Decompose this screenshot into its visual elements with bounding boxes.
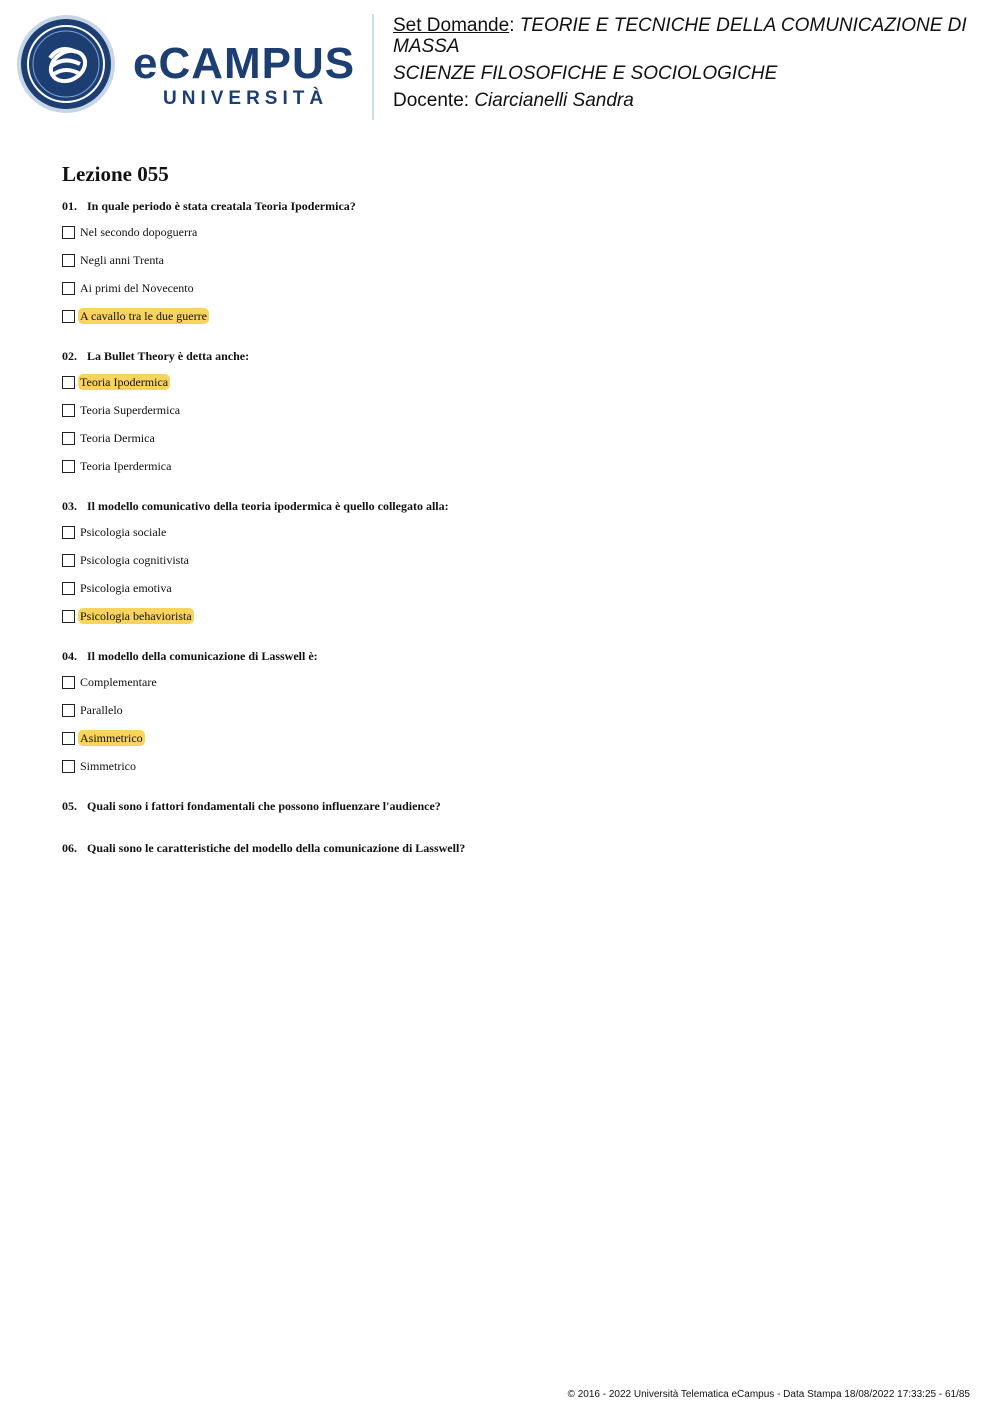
question-label: In quale periodo è stata creatala Teoria Ipodermica? [87, 199, 356, 213]
answer-option[interactable] [62, 607, 962, 625]
question-number: 04. [62, 649, 77, 663]
question-number: 01. [62, 199, 77, 213]
logo-wordmark: eCAMPUS [133, 39, 356, 88]
checkbox[interactable] [62, 554, 75, 567]
teacher-line [393, 90, 983, 111]
course-title: TEORIE E TECNICHE DELLA COMUNICAZIONE DI MASSA [393, 15, 967, 57]
answer-option[interactable] [62, 551, 962, 569]
set-label: Set Domande [393, 15, 510, 36]
option-label: Psicologia sociale [80, 525, 167, 539]
answer-option[interactable] [62, 457, 962, 475]
option-label-highlighted: Asimmetrico [80, 731, 143, 745]
option-label: Negli anni Trenta [80, 253, 164, 267]
page-footer: © 2016 - 2022 Università Telematica eCampus - Data Stampa 18/08/2022 17:33:25 - 61/85 [567, 1389, 970, 1400]
header-info [393, 15, 983, 117]
course-line [393, 15, 983, 57]
question-number: 05. [62, 799, 77, 813]
checkbox[interactable] [62, 310, 75, 323]
checkbox[interactable] [62, 226, 75, 239]
question-label: Quali sono i fattori fondamentali che possono influenzare l'audience? [87, 799, 441, 813]
checkbox[interactable] [62, 732, 75, 745]
question-label: La Bullet Theory è detta anche: [87, 349, 250, 363]
question-number: 03. [62, 499, 77, 513]
question-number: 06. [62, 841, 77, 855]
question-label: Quali sono le caratteristiche del modello della comunicazione di Lasswell? [87, 841, 466, 855]
answer-option[interactable] [62, 523, 962, 541]
answer-option[interactable] [62, 373, 962, 391]
checkbox[interactable] [62, 676, 75, 689]
option-label: Teoria Superdermica [80, 403, 181, 417]
checkbox[interactable] [62, 526, 75, 539]
option-label: Simmetrico [80, 759, 136, 773]
checkbox[interactable] [62, 760, 75, 773]
option-label: Teoria Iperdermica [80, 459, 172, 473]
option-label: Ai primi del Novecento [80, 281, 194, 295]
question-02 [62, 348, 962, 475]
teacher-label: Docente: [393, 90, 470, 111]
option-label-highlighted: A cavallo tra le due guerre [80, 309, 207, 323]
set-separator: : [509, 15, 515, 36]
question-03 [62, 498, 962, 625]
question-text [62, 840, 962, 856]
quiz-content [62, 160, 962, 882]
answer-option[interactable] [62, 729, 962, 747]
question-label: Il modello della comunicazione di Lasswell è: [87, 649, 318, 663]
option-label: Nel secondo dopoguerra [80, 225, 198, 239]
answer-option[interactable] [62, 579, 962, 597]
option-label: Complementare [80, 675, 157, 689]
option-label-highlighted: Psicologia behaviorista [80, 609, 192, 623]
option-label-highlighted: Teoria Ipodermica [80, 375, 169, 389]
question-06 [62, 840, 962, 856]
answer-option[interactable] [62, 673, 962, 691]
answer-option[interactable] [62, 307, 962, 325]
answer-option[interactable] [62, 429, 962, 447]
checkbox[interactable] [62, 254, 75, 267]
header-divider [372, 14, 374, 120]
option-label: Psicologia cognitivista [80, 553, 189, 567]
question-04 [62, 648, 962, 775]
checkbox[interactable] [62, 376, 75, 389]
faculty-name: SCIENZE FILOSOFICHE E SOCIOLOGICHE [393, 63, 778, 84]
checkbox[interactable] [62, 610, 75, 623]
answer-option[interactable] [62, 757, 962, 775]
checkbox[interactable] [62, 432, 75, 445]
question-label: Il modello comunicativo della teoria ipodermica è quello collegato alla: [87, 499, 449, 513]
lesson-title: Lezione 055 [62, 162, 169, 186]
question-text [62, 498, 962, 514]
question-number: 02. [62, 349, 77, 363]
logo-subtitle: UNIVERSITÀ [163, 88, 329, 109]
question-text [62, 348, 962, 364]
option-label: Parallelo [80, 703, 123, 717]
answer-option[interactable] [62, 279, 962, 297]
option-label: Psicologia emotiva [80, 581, 172, 595]
answer-option[interactable] [62, 701, 962, 719]
question-text [62, 198, 962, 214]
answer-option[interactable] [62, 223, 962, 241]
answer-option[interactable] [62, 401, 962, 419]
option-label: Teoria Dermica [80, 431, 155, 445]
ecampus-logo [133, 40, 358, 115]
checkbox[interactable] [62, 704, 75, 717]
checkbox[interactable] [62, 404, 75, 417]
question-text [62, 798, 962, 814]
checkbox[interactable] [62, 582, 75, 595]
page-header [0, 0, 1000, 130]
checkbox[interactable] [62, 460, 75, 473]
answer-option[interactable] [62, 251, 962, 269]
question-text [62, 648, 962, 664]
checkbox[interactable] [62, 282, 75, 295]
teacher-name: Ciarcianelli Sandra [474, 90, 634, 111]
question-01 [62, 198, 962, 325]
question-05 [62, 798, 962, 814]
ecampus-seal-icon [16, 14, 116, 114]
